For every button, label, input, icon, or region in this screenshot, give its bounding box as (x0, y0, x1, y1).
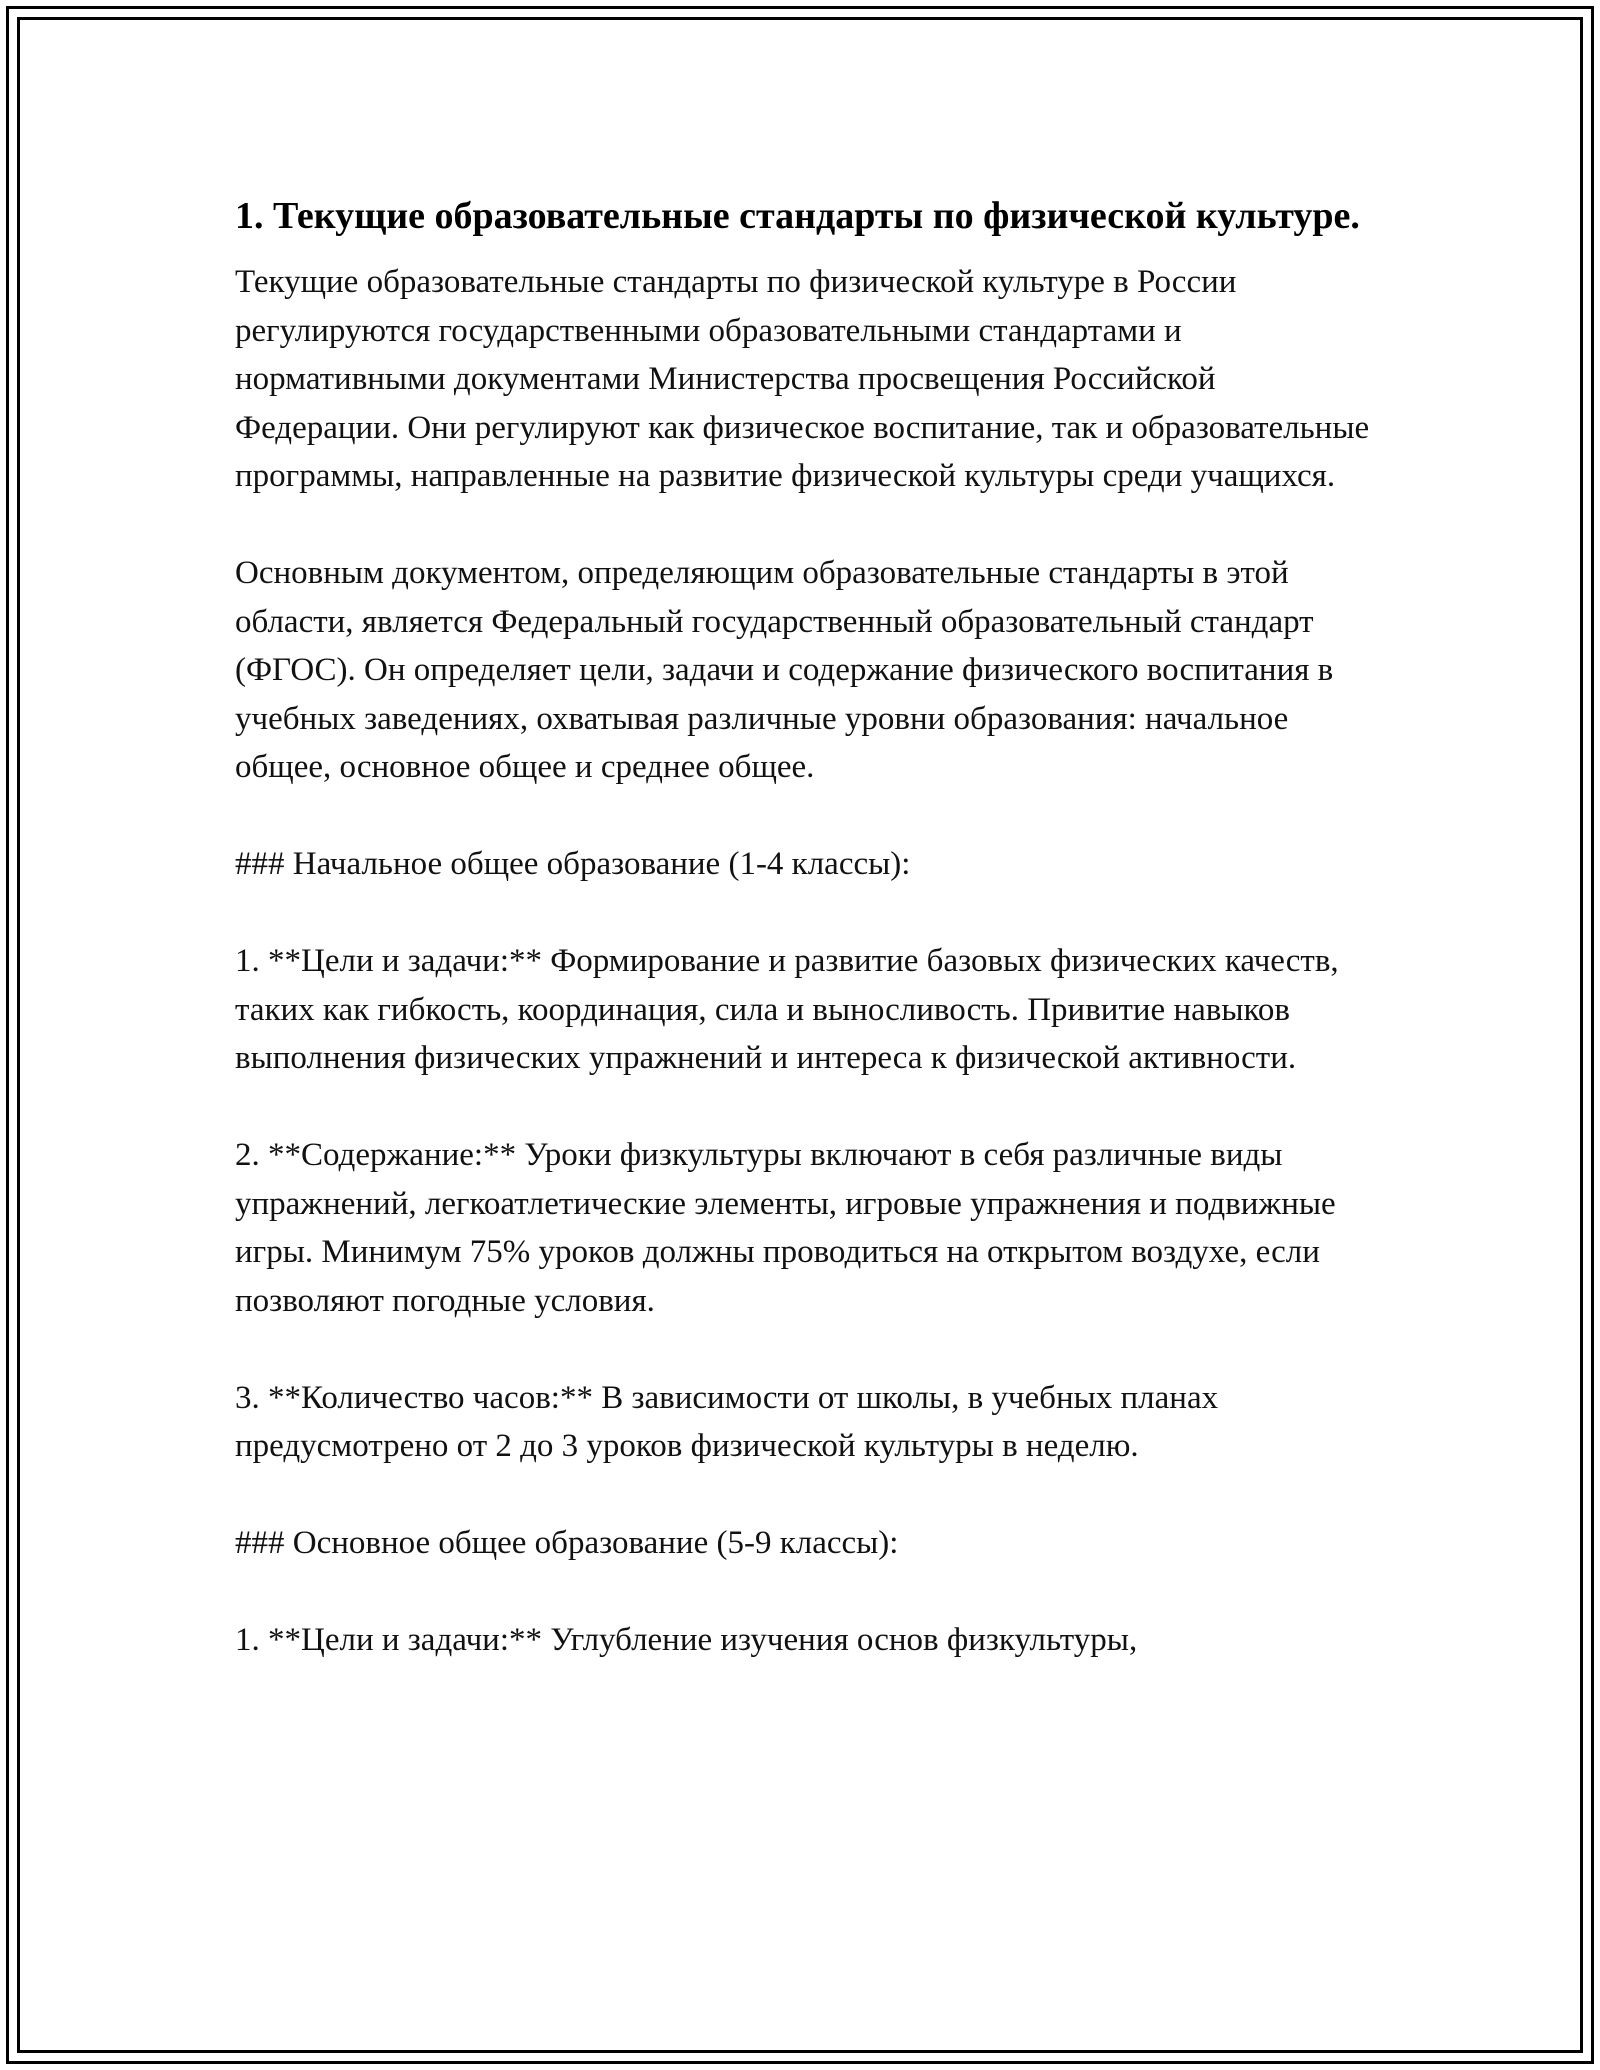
document-title: 1. Текущие образовательные стандарты по физической культуре. (235, 195, 1360, 237)
list-item-goals-basic: 1. **Цели и задачи:** Углубление изучения основ физкультуры, (235, 1622, 1138, 1658)
list-item-content: 2. **Содержание:** Уроки физкультуры включают в себя различные виды упражнений, легкоатлетические элементы, игровые упражнения и подвижные игры. Минимум 75% уроков должны проводиться на открытом воздухе, если позволяют погодные условия. (235, 1137, 1336, 1319)
paragraph-fgos: Основным документом, определяющим образовательные стандарты в этой области, является Федеральный государственный образовательный стандарт (ФГОС). Он определяет цели, задачи и содержание физического воспитания в учебных заведениях, охватывая различные уровни образования: начальное общее, основное общее и среднее общее. (235, 555, 1334, 785)
paragraph-intro: Текущие образовательные стандарты по физической культуре в России регулируются государственными образовательными стандартами и нормативными документами Министерства просвещения Российской Федерации. Они регулируют как физическое воспитание, так и образовательные программы, направленные на развитие физической культуры среди учащихся. (235, 264, 1370, 494)
document-body (235, 188, 1375, 1713)
section-heading-basic: ### Основное общее образование (5-9 классы): (235, 1525, 899, 1561)
list-item-goals: 1. **Цели и задачи:** Формирование и развитие базовых физических качеств, таких как гибкость, координация, сила и выносливость. Привитие навыков выполнения физических упражнений и интереса к физической активности. (235, 943, 1339, 1076)
list-item-hours: 3. **Количество часов:** В зависимости от школы, в учебных планах предусмотрено от 2 до 3 уроков физической культуры в неделю. (235, 1379, 1219, 1464)
section-heading-primary: ### Начальное общее образование (1-4 классы): (235, 846, 911, 882)
